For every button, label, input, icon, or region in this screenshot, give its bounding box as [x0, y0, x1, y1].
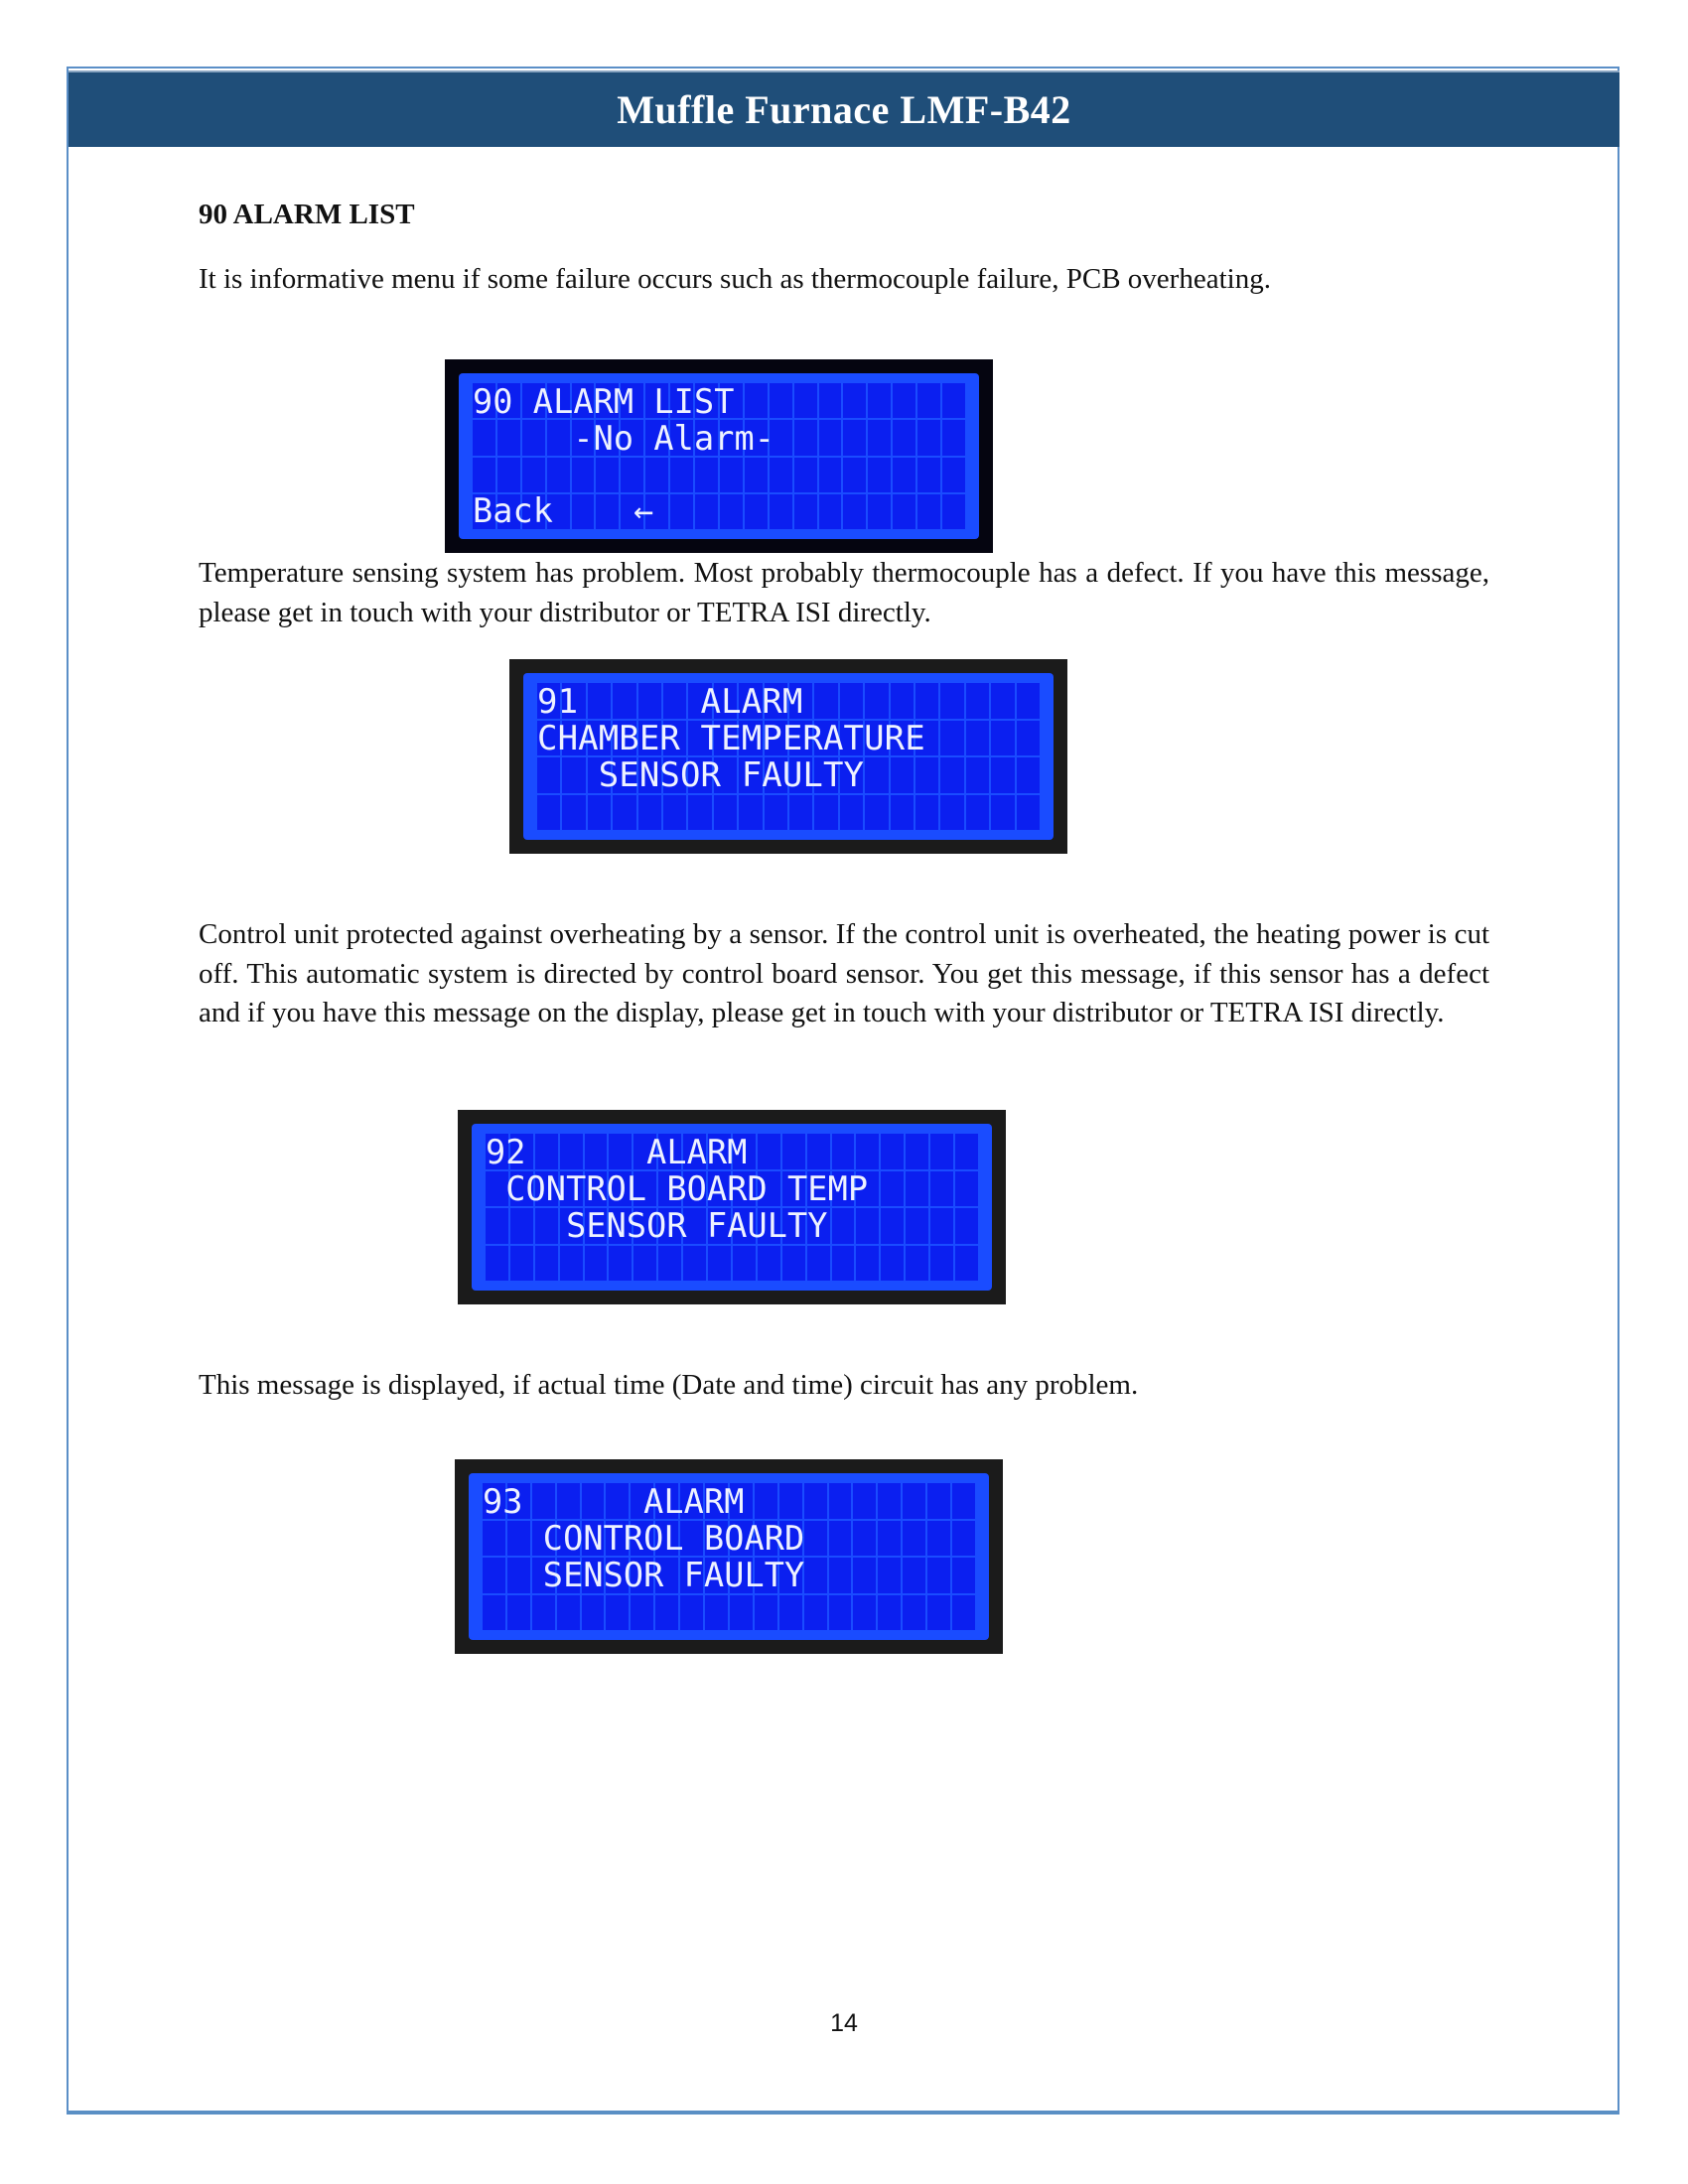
- lcd-row: CHAMBER TEMPERATURE: [537, 720, 925, 756]
- document-title: Muffle Furnace LMF-B42: [617, 87, 1071, 132]
- paragraph-thermocouple: Temperature sensing system has problem. Most probably thermocouple has a defect. If you have this message, please get in touch with your distributor or TETRA ISI directly.: [199, 557, 1489, 628]
- lcd-row: [537, 793, 1040, 830]
- paragraph-time-circuit: This message is displayed, if actual time (Date and time) circuit has any problem.: [199, 1369, 1139, 1401]
- lcd-row: [473, 457, 965, 493]
- lcd-row: 91 ALARM: [537, 683, 803, 720]
- lcd-row: CONTROL BOARD TEMP: [486, 1170, 869, 1207]
- document-header: [69, 70, 1619, 147]
- lcd-row: 92 ALARM: [486, 1134, 748, 1170]
- lcd-row: SENSOR FAULTY: [537, 756, 865, 793]
- lcd-row: -No Alarm-: [473, 419, 775, 457]
- lcd-row: 93 ALARM: [483, 1483, 745, 1520]
- lcd-row: 90 ALARM LIST: [473, 383, 735, 420]
- intro-paragraph: It is informative menu if some failure occurs such as thermocouple failure, PCB overheating.: [199, 263, 1271, 295]
- paragraph-control-unit: Control unit protected against overheating by a sensor. If the control unit is overheated, the heating power is cut off. This automatic system is directed by control board sensor. You get this message, if this sensor has a defect and if you have this message on the display, please get in touch with your distributor or TETRA ISI directly.: [199, 918, 1489, 1028]
- lcd-row: [486, 1244, 978, 1281]
- lcd-row: SENSOR FAULTY: [483, 1557, 805, 1593]
- lcd-display-alarm-list: [445, 359, 993, 553]
- lcd-display-alarm-93: [455, 1459, 1003, 1654]
- lcd-display-alarm-91: [509, 659, 1067, 854]
- lcd-display-alarm-92: [458, 1110, 1006, 1304]
- lcd-row: SENSOR FAULTY: [486, 1207, 828, 1244]
- lcd-row: CONTROL BOARD: [483, 1520, 805, 1557]
- lcd-row-back: Back ←: [473, 492, 654, 529]
- lcd-row: [483, 1593, 975, 1630]
- page-number: 14: [830, 2009, 858, 2037]
- section-heading: 90 ALARM LIST: [199, 199, 415, 230]
